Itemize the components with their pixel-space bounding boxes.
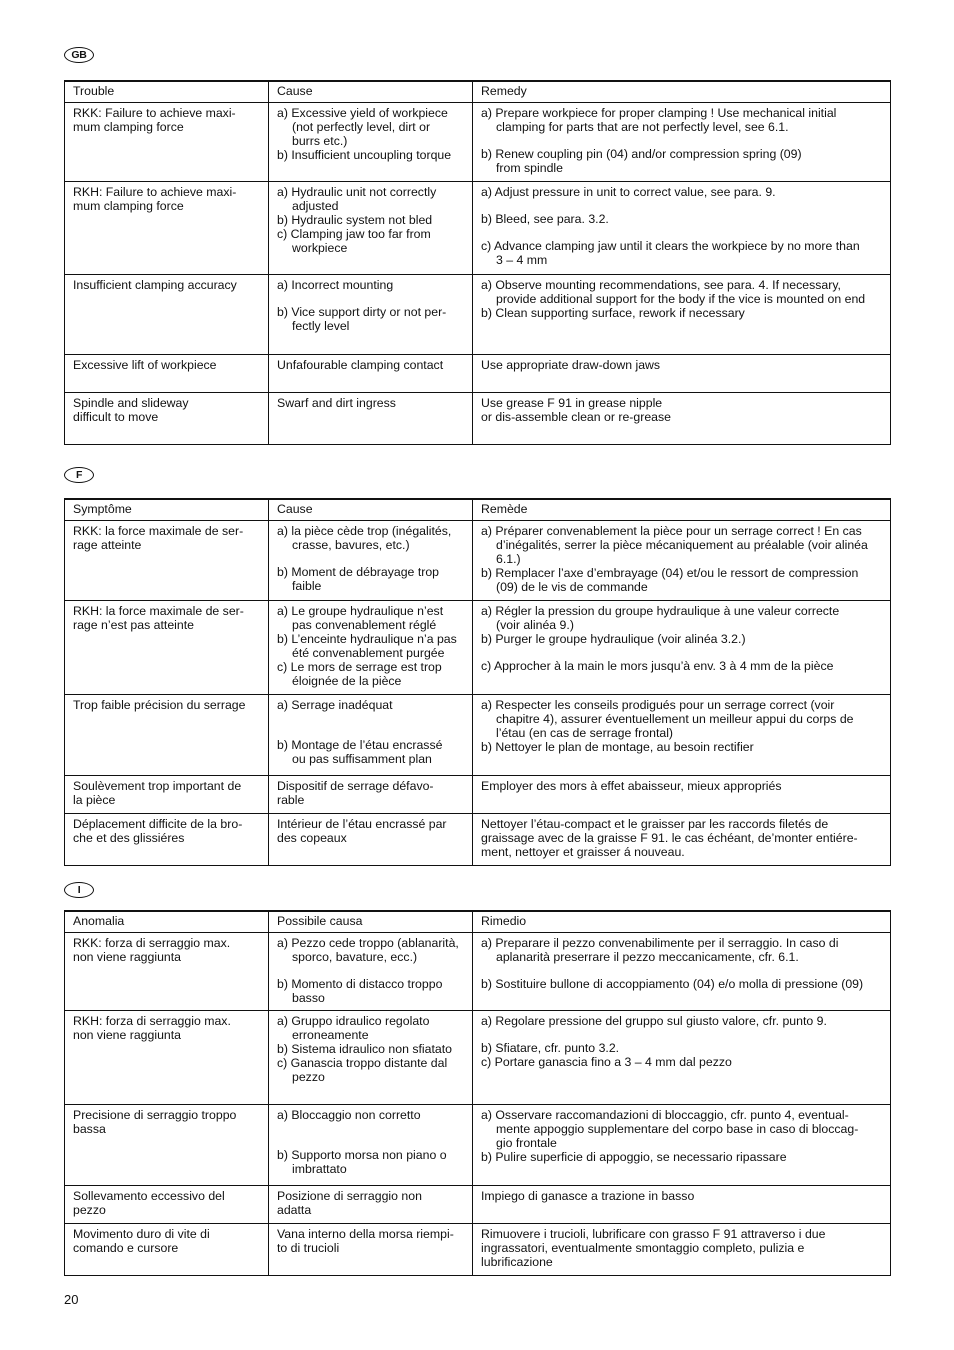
column-header: Cause xyxy=(269,81,473,103)
cause-item: Swarf and dirt ingress xyxy=(277,396,396,410)
cause-item: b) Supporto morsa non piano o imbrattato xyxy=(277,1148,447,1176)
remedy-item: a) Osservare raccomandazioni di bloccaggio, cfr. punto 4, eventual- mente appoggio supplementare del corpo base in caso di bloccag- gio frontale xyxy=(481,1108,859,1150)
remedy-item: b) Renew coupling pin (04) and/or compression spring (09) from spindle xyxy=(481,147,802,175)
cause-item: a) Gruppo idraulico regolato erroneamente xyxy=(277,1014,430,1042)
remedy-item: b) Clean supporting surface, rework if necessary xyxy=(481,306,745,320)
trouble-cell: RKK: la force maximale de ser- rage atteinte xyxy=(65,521,269,601)
remedy-item: b) Bleed, see para. 3.2. xyxy=(481,212,609,226)
column-header: Trouble xyxy=(65,81,269,103)
cause-item: c) Ganascia troppo distante dal pezzo xyxy=(277,1056,448,1084)
cause-item: b) Vice support dirty or not per- fectly level xyxy=(277,305,447,333)
cause-item: Unfafourable clamping contact xyxy=(277,358,444,372)
remedy-cell xyxy=(473,1011,891,1105)
remedy-item: b) Sfiatare, cfr. punto 3.2. xyxy=(481,1041,620,1055)
column-header: Anomalia xyxy=(65,911,269,933)
cause-cell xyxy=(269,103,473,182)
table-row xyxy=(65,814,891,866)
table-row xyxy=(65,1224,891,1276)
trouble-cell: Precisione di serraggio troppo bassa xyxy=(65,1105,269,1186)
table-header-row xyxy=(65,81,891,103)
remedy-cell xyxy=(473,521,891,601)
trouble-cell: Movimento duro di vite di comando e cursore xyxy=(65,1224,269,1276)
cause-cell xyxy=(269,776,473,814)
table-row xyxy=(65,275,891,355)
remedy-cell xyxy=(473,275,891,355)
column-header: Remedy xyxy=(473,81,891,103)
remedy-cell xyxy=(473,1105,891,1186)
remedy-item: b) Remplacer l’axe d’embrayage (04) et/ou le ressort de compression (09) de le vis de commande xyxy=(481,566,859,594)
cause-item: b) Montage de l’étau encrassé ou pas suffisamment plan xyxy=(277,738,443,766)
remedy-item: Rimuovere i trucioli, lubrificare con grasso F 91 attraverso i due ingrassatori, eventualmente smontaggio completo, pulizia e lubrificazione xyxy=(481,1227,826,1269)
table-header-row xyxy=(65,499,891,521)
remedy-item: a) Preparare il pezzo convenabilimente per il serraggio. In caso di aplanarità preserrare il pezzo meccanicamente, cfr. 6.1. xyxy=(481,936,839,964)
cause-item: a) Pezzo cede troppo (ablanarità, sporco, bavature, ecc.) xyxy=(277,936,459,964)
column-header: Symptôme xyxy=(65,499,269,521)
table-row xyxy=(65,695,891,776)
remedy-item: c) Advance clamping jaw until it clears the workpiece by no more than 3 – 4 mm xyxy=(481,239,860,267)
cause-cell xyxy=(269,601,473,695)
remedy-item: a) Adjust pressure in unit to correct value, see para. 9. xyxy=(481,185,776,199)
table-row xyxy=(65,1186,891,1224)
cause-cell xyxy=(269,275,473,355)
cause-item: Dispositif de serrage défavo- rable xyxy=(277,779,434,807)
trouble-cell: RKH: forza di serraggio max. non viene raggiunta xyxy=(65,1011,269,1105)
remedy-cell xyxy=(473,601,891,695)
cause-item: Vana interno della morsa riempi- to di trucioli xyxy=(277,1227,454,1255)
cause-cell xyxy=(269,1224,473,1276)
remedy-item: Employer des mors à effet abaisseur, mieux appropriés xyxy=(481,779,782,793)
table-row xyxy=(65,393,891,445)
cause-cell xyxy=(269,1105,473,1186)
cause-cell xyxy=(269,933,473,1011)
table-row xyxy=(65,933,891,1011)
cause-item: a) Hydraulic unit not correctly adjusted xyxy=(277,185,437,213)
table-row xyxy=(65,1011,891,1105)
trouble-cell: RKH: la force maximale de ser- rage n’est pas atteinte xyxy=(65,601,269,695)
trouble-cell: Sollevamento eccessivo del pezzo xyxy=(65,1186,269,1224)
remedy-cell xyxy=(473,1224,891,1276)
troubleshooting-table-f xyxy=(64,498,891,866)
cause-item: Posizione di serraggio non adatta xyxy=(277,1189,422,1217)
trouble-cell: Insufficient clamping accuracy xyxy=(65,275,269,355)
table-row xyxy=(65,355,891,393)
remedy-cell xyxy=(473,355,891,393)
table-row xyxy=(65,776,891,814)
remedy-item: Use grease F 91 in grease nipple or dis-assemble clean or re-grease xyxy=(481,396,672,424)
trouble-cell: RKK: forza di serraggio max. non viene raggiunta xyxy=(65,933,269,1011)
cause-cell xyxy=(269,521,473,601)
remedy-item: a) Regolare pressione del gruppo sul giusto valore, cfr. punto 9. xyxy=(481,1014,827,1028)
cause-item: a) Serrage inadéquat xyxy=(277,698,393,712)
remedy-item: b) Purger le groupe hydraulique (voir alinéa 3.2.) xyxy=(481,632,746,646)
language-badge-f: F xyxy=(64,467,94,483)
trouble-cell: RKH: Failure to achieve maxi- mum clamping force xyxy=(65,182,269,275)
trouble-cell: RKK: Failure to achieve maxi- mum clamping force xyxy=(65,103,269,182)
remedy-item: c) Approcher à la main le mors jusqu’à env. 3 à 4 mm de la pièce xyxy=(481,659,834,673)
trouble-cell: Excessive lift of workpiece xyxy=(65,355,269,393)
column-header: Cause xyxy=(269,499,473,521)
cause-item: b) Momento di distacco troppo basso xyxy=(277,977,443,1005)
trouble-cell: Trop faible précision du serrage xyxy=(65,695,269,776)
remedy-item: b) Sostituire bullone di accoppiamento (04) e/o molla di pressione (09) xyxy=(481,977,864,991)
remedy-cell xyxy=(473,393,891,445)
cause-item: c) Le mors de serrage est trop éloignée de la pièce xyxy=(277,660,442,688)
troubleshooting-table-gb xyxy=(64,80,891,445)
cause-item: c) Clamping jaw too far from workpiece xyxy=(277,227,431,255)
column-header: Rimedio xyxy=(473,911,891,933)
cause-cell xyxy=(269,1186,473,1224)
cause-item: a) Bloccaggio non corretto xyxy=(277,1108,421,1122)
cause-cell xyxy=(269,814,473,866)
table-row xyxy=(65,103,891,182)
page-number: 20 xyxy=(64,1292,79,1307)
remedy-cell xyxy=(473,182,891,275)
remedy-item: b) Nettoyer le plan de montage, au besoin rectifier xyxy=(481,740,754,754)
cause-item: b) L’enceinte hydraulique n’a pas été convenablement purgée xyxy=(277,632,457,660)
cause-item: a) Incorrect mounting xyxy=(277,278,394,292)
column-header: Remède xyxy=(473,499,891,521)
remedy-item: Use appropriate draw-down jaws xyxy=(481,358,661,372)
trouble-cell: Soulèvement trop important de la pièce xyxy=(65,776,269,814)
trouble-cell: Spindle and slideway difficult to move xyxy=(65,393,269,445)
column-header: Possibile causa xyxy=(269,911,473,933)
cause-cell xyxy=(269,182,473,275)
cause-item: a) la pièce cède trop (inégalités, crasse, bavures, etc.) xyxy=(277,524,452,552)
cause-item: a) Excessive yield of workpiece (not perfectly level, dirt or burrs etc.) xyxy=(277,106,448,148)
remedy-cell xyxy=(473,1186,891,1224)
cause-item: Intérieur de l’étau encrassé par des copeaux xyxy=(277,817,447,845)
remedy-item: a) Respecter les conseils prodigués pour un serrage correct (voir chapitre 4), assurer éventuellement un meilleur appui du corps de l’étau (en cas de serrage frontal) xyxy=(481,698,854,740)
cause-cell xyxy=(269,393,473,445)
remedy-item: a) Observe mounting recommendations, see para. 4. If necessary, provide additional support for the body if the vice is mounted on end xyxy=(481,278,866,306)
remedy-item: b) Pulire superficie di appoggio, se necessario ripassare xyxy=(481,1150,787,1164)
remedy-cell xyxy=(473,103,891,182)
trouble-cell: Déplacement difficite de la bro- che et des glissiéres xyxy=(65,814,269,866)
cause-item: b) Sistema idraulico non sfiatato xyxy=(277,1042,452,1056)
remedy-item: a) Préparer convenablement la pièce pour un serrage correct ! En cas d’inégalités, serrer la pièce mécaniquement au préalable (voir alinéa 6.1.) xyxy=(481,524,868,566)
table-row xyxy=(65,182,891,275)
remedy-item: Nettoyer l’étau-compact et le graisser par les raccords filetés de graissage avec de la graisse F 91. le cas échéant, de’monter entiére- ment, nettoyer et graisser á nouveau. xyxy=(481,817,858,859)
table-row xyxy=(65,1105,891,1186)
cause-item: b) Insufficient uncoupling torque xyxy=(277,148,452,162)
language-badge-gb: GB xyxy=(64,47,94,63)
cause-cell xyxy=(269,695,473,776)
remedy-cell xyxy=(473,695,891,776)
language-badge-i: I xyxy=(64,882,94,898)
table-row xyxy=(65,601,891,695)
cause-cell xyxy=(269,1011,473,1105)
remedy-item: a) Régler la pression du groupe hydraulique à une valeur correcte (voir alinéa 9.) xyxy=(481,604,840,632)
cause-item: a) Le groupe hydraulique n’est pas convenablement réglé xyxy=(277,604,444,632)
remedy-cell xyxy=(473,814,891,866)
remedy-item: c) Portare ganascia fino a 3 – 4 mm dal pezzo xyxy=(481,1055,732,1069)
troubleshooting-table-i xyxy=(64,910,891,1276)
remedy-cell xyxy=(473,776,891,814)
remedy-item: Impiego di ganasce a trazione in basso xyxy=(481,1189,695,1203)
remedy-item: a) Prepare workpiece for proper clamping ! Use mechanical initial clamping for parts that are not perfectly level, see 6.1. xyxy=(481,106,837,134)
table-header-row xyxy=(65,911,891,933)
cause-item: b) Moment de débrayage trop faible xyxy=(277,565,440,593)
cause-cell xyxy=(269,355,473,393)
table-row xyxy=(65,521,891,601)
remedy-cell xyxy=(473,933,891,1011)
cause-item: b) Hydraulic system not bled xyxy=(277,213,433,227)
